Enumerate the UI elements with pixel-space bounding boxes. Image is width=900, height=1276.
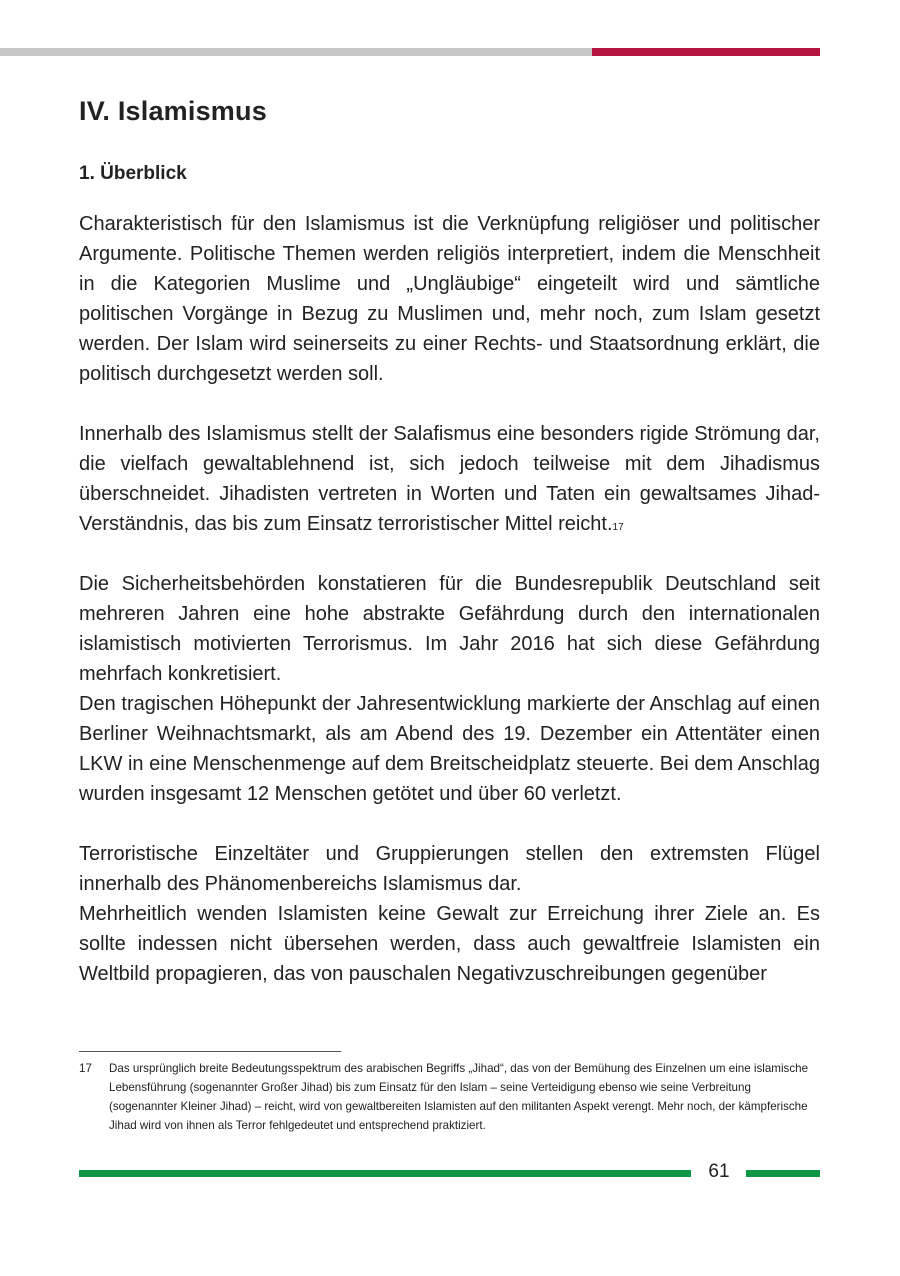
footnote-text: Das ursprünglich breite Bedeutungsspektrum des arabischen Begriffs „Jihad“, das von der Bemühung des Einzelnen um eine islamische Lebensführung (sogenannter Großer Jihad) bis zum Einsatz für den Islam – seine Verteidigung ebenso wie seine Verbreitung (sogenannter Kleiner Jihad) – reicht, wird von gewaltbereiten Islamisten auf den militanten Aspekt verengt. Mehr noch, der kämpferische Jihad wird von ihnen als Terror fehlgedeutet und entsprechend praktiziert. (109, 1062, 809, 1132)
page-number: 61 (708, 1161, 730, 1182)
paragraph-2 (79, 419, 820, 539)
footnote-separator (79, 1051, 341, 1052)
body-text (79, 209, 820, 989)
section-title: 1. Überblick (79, 163, 187, 184)
footnote (79, 1059, 820, 1135)
footnote-number: 17 (79, 1062, 92, 1075)
paragraph-2-text: Innerhalb des Islamismus stellt der Salafismus eine besonders rigide Strömung dar, die vielfach gewaltablehnend ist, sich jedoch teilweise mit dem Jihadismus überschneidet. Jihadisten vertreten in Worten und Taten ein gewaltsames Jihad-Verständnis, das bis zum Einsatz terroristischer Mittel reicht. (79, 423, 820, 535)
header-rule-gray (0, 48, 592, 56)
header-rule-accent (592, 48, 820, 56)
paragraph-1: Charakteristisch für den Islamismus ist die Verknüpfung religiöser und politischer Argumente. Politische Themen werden religiös interpretiert, indem die Menschheit in die Kategorien Muslime und „Ungläubige“ eingeteilt wird und sämtliche politischen Vorgänge in Bezug zu Muslimen und, mehr noch, zum Islam gesetzt werden. Der Islam wird seinerseits zu einer Rechts- und Staatsordnung erklärt, die politisch durchgesetzt werden soll. (79, 213, 820, 385)
footnote-ref[interactable]: 17 (612, 522, 624, 533)
paragraph-3: Die Sicherheitsbehörden konstatieren für die Bundesrepublik Deutschland seit mehreren Jahren eine hohe abstrakte Gefährdung durch den internationalen islamistisch motivierten Terrorismus. Im Jahr 2016 hat sich diese Gefährdung mehrfach konkretisiert. (79, 573, 820, 685)
paragraph-6: Mehrheitlich wenden Islamisten keine Gewalt zur Erreichung ihrer Ziele an. Es sollte indessen nicht übersehen werden, dass auch gewaltfreie Islamisten ein Weltbild propagieren, das von pauschalen Negativzuschreibungen gegenüber (79, 903, 820, 985)
paragraph-5: Terroristische Einzeltäter und Gruppierungen stellen den extremsten Flügel innerhalb des Phänomenbereichs Islamismus dar. (79, 843, 820, 895)
footer-rule-left (79, 1170, 691, 1177)
chapter-title: IV. Islamismus (79, 96, 267, 126)
paragraph-4: Den tragischen Höhepunkt der Jahresentwicklung markierte der Anschlag auf einen Berliner Weihnachtsmarkt, als am Abend des 19. Dezember ein Attentäter einen LKW in eine Menschenmenge auf dem Breitscheidplatz steuerte. Bei dem Anschlag wurden insgesamt 12 Menschen getötet und über 60 verletzt. (79, 693, 820, 805)
footer-rule-right (746, 1170, 820, 1177)
